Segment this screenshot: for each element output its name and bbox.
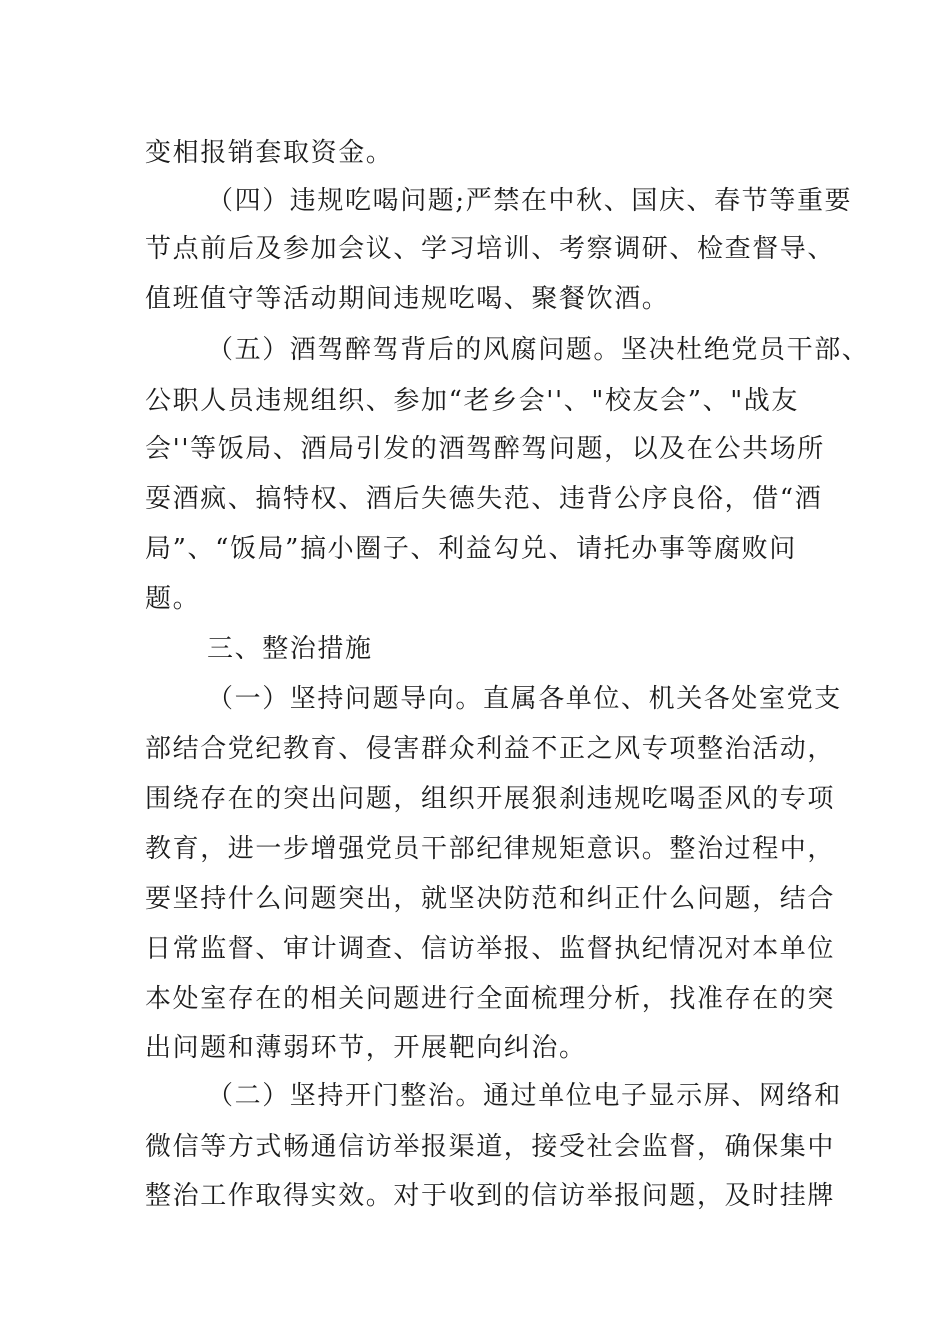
section-heading: 三、整治措施: [207, 634, 373, 664]
text-line: （一）坚持问题导向。直属各单位、机关各处室党支: [207, 684, 842, 714]
text-line: （四）违规吃喝问题;严禁在中秋、国庆、春节等重要: [207, 186, 853, 216]
text-line: 节点前后及参加会议、学习培训、考察调研、检查督导、: [145, 234, 836, 264]
text-line: 围绕存在的突出问题，组织开展狠刹违规吃喝歪风的专项: [145, 784, 836, 814]
text-line: 部结合党纪教育、侵害群众利益不正之风专项整治活动，: [145, 734, 836, 764]
text-line: （二）坚持开门整治。通过单位电子显示屏、网络和: [207, 1081, 842, 1111]
text-line: 值班值守等活动期间违规吃喝、聚餐饮酒。: [145, 284, 670, 314]
text-line: 公职人员违规组织、参加“老乡会''、"校友会”、"战友: [145, 386, 799, 416]
text-line: 出问题和薄弱环节，开展靶向纠治。: [145, 1033, 587, 1063]
text-line: 微信等方式畅通信访举报渠道，接受社会监督，确保集中: [145, 1132, 836, 1162]
text-line: （五）酒驾醉驾背后的风腐问题。坚决杜绝党员干部、: [207, 335, 870, 365]
text-line: 本处室存在的相关问题进行全面梳理分析，找准存在的突: [145, 984, 836, 1014]
text-line: 教育，进一步增强党员干部纪律规矩意识。整治过程中，: [145, 834, 836, 864]
text-line: 要坚持什么问题突出，就坚决防范和纠正什么问题，结合: [145, 884, 836, 914]
text-line: 变相报销套取资金。: [145, 138, 394, 168]
text-line: 题。: [145, 584, 201, 614]
text-line: 整治工作取得实效。对于收到的信访举报问题，及时挂牌: [145, 1181, 836, 1211]
text-line: 日常监督、审计调查、信访举报、监督执纪情况对本单位: [145, 934, 836, 964]
text-line: 局”、“饭局”搞小圈子、利益勾兑、请托办事等腐败问: [145, 534, 797, 564]
text-line: 耍酒疯、搞特权、酒后失德失范、违背公序良俗，借“酒: [145, 484, 823, 514]
text-line: 会''等饭局、酒局引发的酒驾醉驾问题，以及在公共场所: [145, 434, 825, 464]
